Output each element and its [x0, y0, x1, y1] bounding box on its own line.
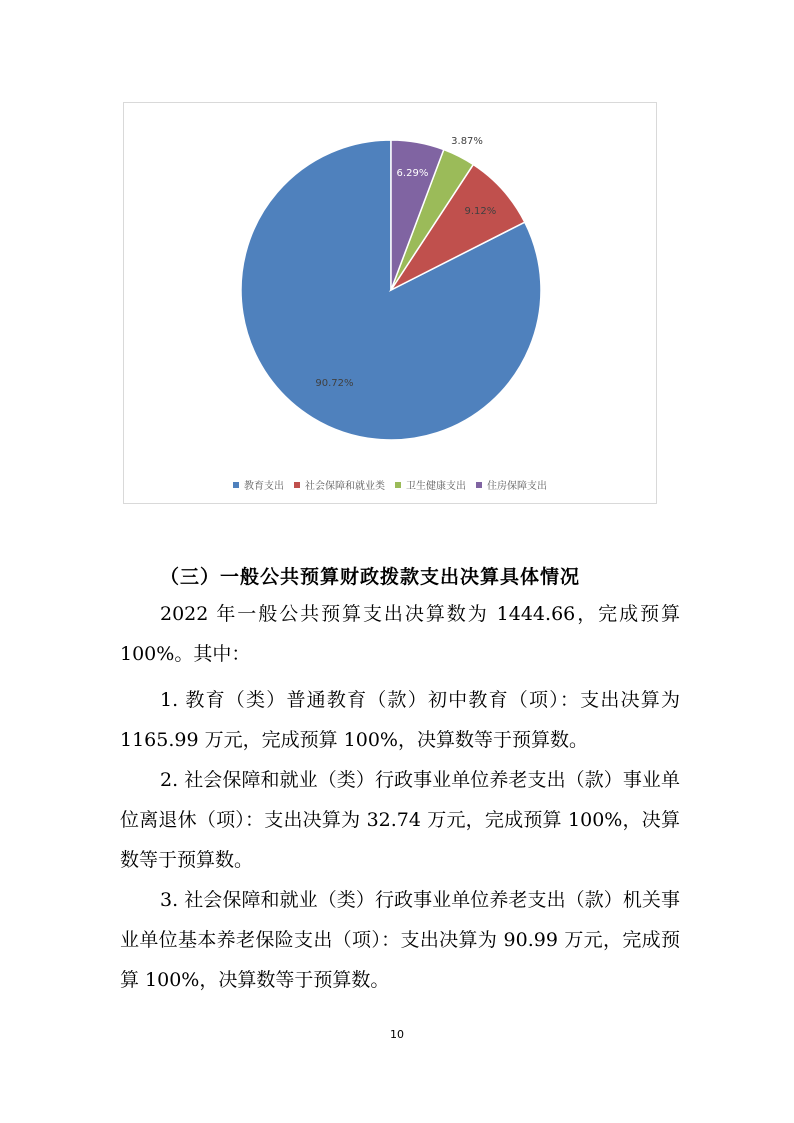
legend-swatch-education [233, 482, 239, 488]
pie-label-social-security: 9.12% [464, 205, 497, 217]
pie-chart [123, 102, 657, 504]
paragraph-item-3: 3. 社会保障和就业（类）行政事业单位养老支出（款）机关事业单位基本养老保险支出（项）：支出决算为 90.99 万元，完成预算 100%，决算数等于预算数。 [120, 889, 680, 991]
pie-label-health: 3.87% [451, 136, 483, 148]
legend-swatch-housing [476, 482, 482, 488]
paragraph-item-1: 1. 教育（类）普通教育（款）初中教育（项）：支出决算为 1165.99 万元，完成预算 100%，决算数等于预算数。 [120, 689, 680, 751]
legend-item-social-security [294, 477, 385, 492]
legend-label-housing: 住房保障支出 [487, 481, 547, 492]
pie-label-housing: 6.29% [396, 167, 429, 179]
legend-label-education: 教育支出 [244, 481, 284, 492]
pie-chart-plot [124, 103, 656, 473]
legend-item-education [233, 477, 284, 492]
chart-legend [124, 477, 656, 492]
page-number: 10 [390, 1028, 404, 1041]
legend-label-social-security: 社会保障和就业类 [305, 481, 385, 492]
legend-swatch-health [395, 482, 401, 488]
paragraph-item-2: 2. 社会保障和就业（类）行政事业单位养老支出（款）事业单位离退休（项）：支出决算为 32.74 万元，完成预算 100%，决算数等于预算数。 [120, 769, 680, 871]
legend-item-housing [476, 477, 547, 492]
section-heading: （三）一般公共预算财政拨款支出决算具体情况 [160, 566, 581, 588]
legend-swatch-social-security [294, 482, 300, 488]
paragraph-summary: 2022 年一般公共预算支出决算数为 1444.66，完成预算 100%。其中： [120, 603, 680, 665]
pie-label-education: 90.72% [315, 378, 354, 390]
legend-item-health [395, 477, 466, 492]
legend-label-health: 卫生健康支出 [406, 481, 466, 492]
